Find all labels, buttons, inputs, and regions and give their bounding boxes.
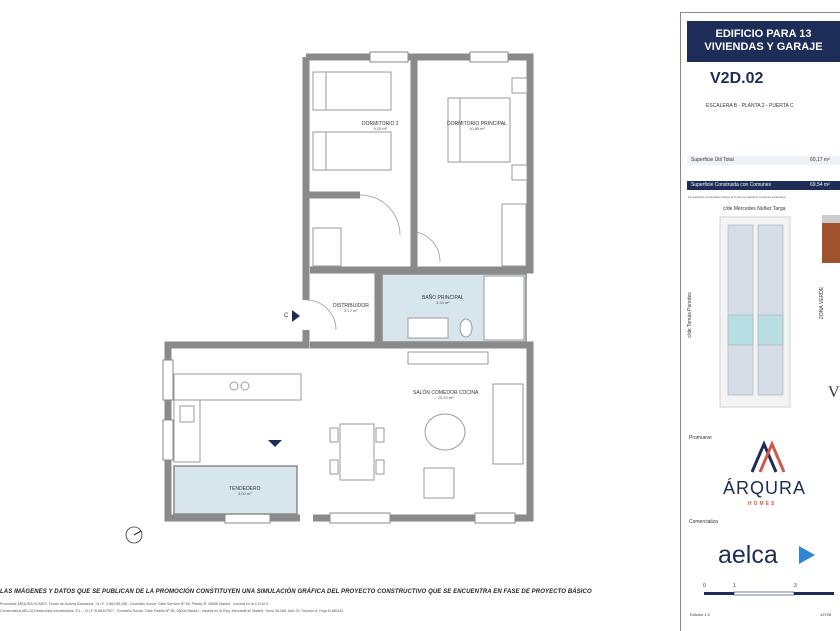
edition-label: Edición 1.0: [690, 612, 710, 617]
partial-letter: V: [828, 384, 840, 401]
building-title-line-1: EDIFICIO PARA 13: [715, 28, 812, 40]
superficie-util-value: 60,17 m²: [810, 157, 830, 163]
room-dormitorio-principal: DORMITORIO PRINCIPAL 10,80 m²: [447, 121, 507, 131]
legal-line-1: Promueve ÁRQURA HOMES, Fondo de Activos Bancarios - N.I.F. V-88.036.256 - Domicilio Social: Calle Serrano Nº 68, Planta 4ª, 28006 Madrid - Inscrita en la C.N.M.V.: [0, 602, 269, 606]
promueve-label: Promueve: [689, 435, 712, 441]
building-title: [687, 21, 840, 62]
legal-line-2: Comercializa AELCA Desarrollos Inmobiliarios, S.L. - N.I.F. B-88347527 - Domicilio Social: Calle Padilla Nº 36, 28006 Madrid - Inscrita en el Reg. Mercantil de Madrid, Tomo 38.268, folio 29, Sección 8, Hoja M-681161: [0, 609, 344, 613]
scale-label-3: 3: [794, 583, 797, 589]
aelca-wordmark: aelca: [718, 541, 778, 569]
room-tendedero: TENDEDERO 3,00 m²: [229, 486, 261, 496]
arqura-wordmark: ÁRQURA: [723, 478, 807, 498]
superficie-construida-label: Superficie Construida con Comunes: [691, 182, 772, 188]
unit-code: V2D.02: [710, 70, 764, 87]
room-bano-principal: BAÑO PRINCIPAL 3,34 m²: [422, 295, 464, 305]
comercializa-label: Comercializa: [689, 519, 718, 525]
neighbour-block: [822, 223, 840, 263]
entrance-marker: C: [284, 313, 289, 319]
arqura-logo-icon: [748, 440, 788, 474]
superficie-note: La superficie construida incluye el % de los espacios comunes existentes.: [688, 195, 787, 199]
room-dormitorio-2: DORMITORIO 2 9,20 m²: [362, 121, 399, 131]
aelca-arrow-icon: [799, 546, 815, 564]
superficie-util-label: Superficie Útil Total: [691, 157, 734, 163]
building-title-line-2: VIVIENDAS Y GARAJE: [704, 41, 823, 53]
entrance-arrow: [292, 310, 300, 322]
street-left-label: c/de Tomás Paredes: [686, 292, 693, 338]
superficie-util-row: [687, 156, 840, 165]
room-salon-comedor-cocina: SALÓN COMEDOR COCINA 20,20 m²: [413, 390, 479, 400]
disclaimer-text: LAS IMÁGENES Y DATOS QUE SE PUBLICAN DE LA PROMOCIÓN CONSTITUYEN UNA SIMULACIÓN GRÁFICA DEL PROYECTO CONSTRUCTIVO QUE SE ENCUENTRA EN FASE DE PROYECTO BÁSICO: [0, 589, 592, 595]
superficie-construida-value: 69,54 m²: [810, 182, 830, 188]
scale-label-1: 1: [733, 583, 736, 589]
room-distribuidor: DISTRIBUIDOR 3,17 m²: [333, 303, 369, 313]
street-top-label: c/de Mercedes Núñez Targa: [723, 206, 786, 212]
unit-location: ESCALERA B - PLANTA 2 - PUERTA C: [706, 103, 794, 109]
zona-verde-label: ZONA VERDE: [819, 286, 826, 320]
superficie-construida-row: [687, 181, 840, 190]
scale-label-0: 0: [703, 583, 706, 589]
document-code: 19726: [820, 612, 832, 617]
scale-bar: [700, 590, 840, 598]
view-marker-icon: [268, 440, 282, 447]
arqura-subtitle: HOMES: [748, 501, 777, 507]
